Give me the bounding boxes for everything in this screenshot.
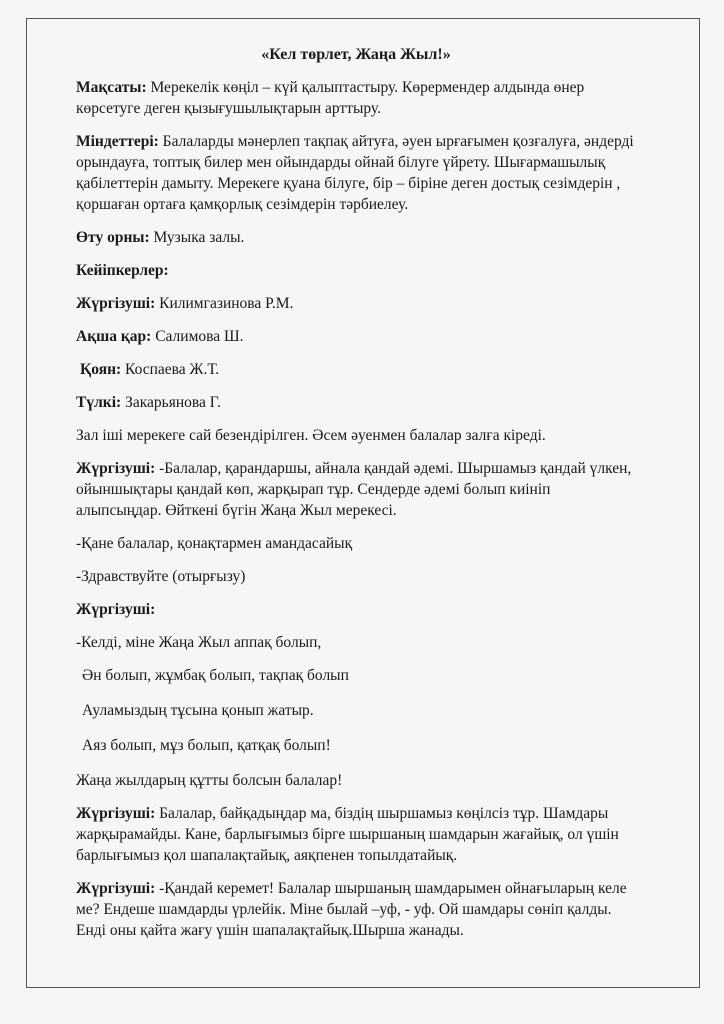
character-name: Коспаева Ж.Т. <box>121 361 220 378</box>
poem-line: Ауламыздың тұсына қонып жатыр. <box>82 702 314 719</box>
character-rabbit <box>76 359 636 380</box>
host-speech-1 <box>76 458 636 521</box>
venue-text: Музыка залы. <box>149 229 245 246</box>
poem-line: -Келді, міне Жаңа Жыл аппақ болып, <box>76 634 322 651</box>
venue-paragraph <box>76 227 636 248</box>
host-label: Жүргізуші: <box>76 460 156 477</box>
poem-line: Ән болып, жұмбақ болып, тақпақ болып <box>82 667 349 684</box>
character-host <box>76 293 636 314</box>
character-role: Түлкі: <box>76 394 122 411</box>
host-label: Жүргізуші: <box>76 805 156 822</box>
characters-heading: Кейіпкерлер: <box>76 262 169 279</box>
host-text: -Қандай керемет! Балалар шыршаның шамдарымен ойнағыларың келе ме? Ендеше шамдарды үрлейік. Міне былай –уф, - уф. Ой шамдары сөніп қалды. Енді оны қайта жағу үшін шапалақтайық.Шырша жанады. <box>76 880 627 939</box>
hall-description: Зал іші мерекеге сай безендірілген. Әсем әуенмен балалар залға кіреді. <box>76 427 546 444</box>
venue-label: Өту орны: <box>76 229 150 246</box>
character-role: Жүргізуші: <box>76 295 156 312</box>
goal-paragraph <box>76 77 636 119</box>
hello-line: -Здравствуйте (отырғызу) <box>76 568 246 585</box>
host-text: Балалар, байқадыңдар ма, біздің шыршамыз көңілсіз тұр. Шамдары жарқырамайды. Кане, барлығымыз бірге шыршаның шамдарын жағайық, ол үшін барлығымыз қол шапалақтайық, аяқпенен топылдатайық. <box>76 805 619 864</box>
congrats-line: Жаңа жылдарың құтты болсын балалар! <box>76 772 343 789</box>
greeting-line: -Қане балалар, қонақтармен амандасайық <box>76 535 353 552</box>
character-snow <box>76 326 636 347</box>
character-name: Килимгазинова Р.М. <box>155 295 294 312</box>
host-speech-3 <box>76 803 636 866</box>
tasks-text: Балаларды мәнерлеп тақпақ айтуға, әуен ырғағымен қозғалуға, әндерді орындауға, топтық билер мен ойындарды ойнай білуге үйрету. Шығармашылық қабілеттерін дамыту. Мерекеге қуана білуге, бір – біріне деген достық сезімдерін , қоршаған ортаға қамқорлық сезімдерін тәрбиелеу. <box>76 133 634 213</box>
host-label: Жүргізуші: <box>76 880 156 897</box>
character-role: Қоян: <box>80 361 122 378</box>
host-speech-4 <box>76 878 636 941</box>
character-name: Закарьянова Г. <box>121 394 221 411</box>
character-fox <box>76 392 636 413</box>
tasks-label: Міндеттері: <box>76 133 159 150</box>
goal-label: Мақсаты: <box>76 79 147 96</box>
character-role: Ақша қар: <box>76 328 152 345</box>
host-text: -Балалар, қарандаршы, айнала қандай әдемі. Шыршамыз қандай үлкен, ойыншықтары қандай көп, жарқырап тұр. Сендерде әдемі болып киініп алыпсыңдар. Өйткені бүгін Жаңа Жыл мерекесі. <box>76 460 632 519</box>
document-title: «Кел төрлет, Жаңа Жыл!» <box>261 46 451 63</box>
goal-text: Мерекелік көңіл – күй қалыптастыру. Көрермендер алдында өнер көрсетуге деген қызығушылықтарын арттыру. <box>76 79 585 117</box>
poem-line: Аяз болып, мұз болып, қатқақ болып! <box>82 737 331 754</box>
character-name: Салимова Ш. <box>151 328 244 345</box>
host-label-2: Жүргізуші: <box>76 601 156 618</box>
document-body <box>76 44 636 953</box>
tasks-paragraph <box>76 131 636 215</box>
